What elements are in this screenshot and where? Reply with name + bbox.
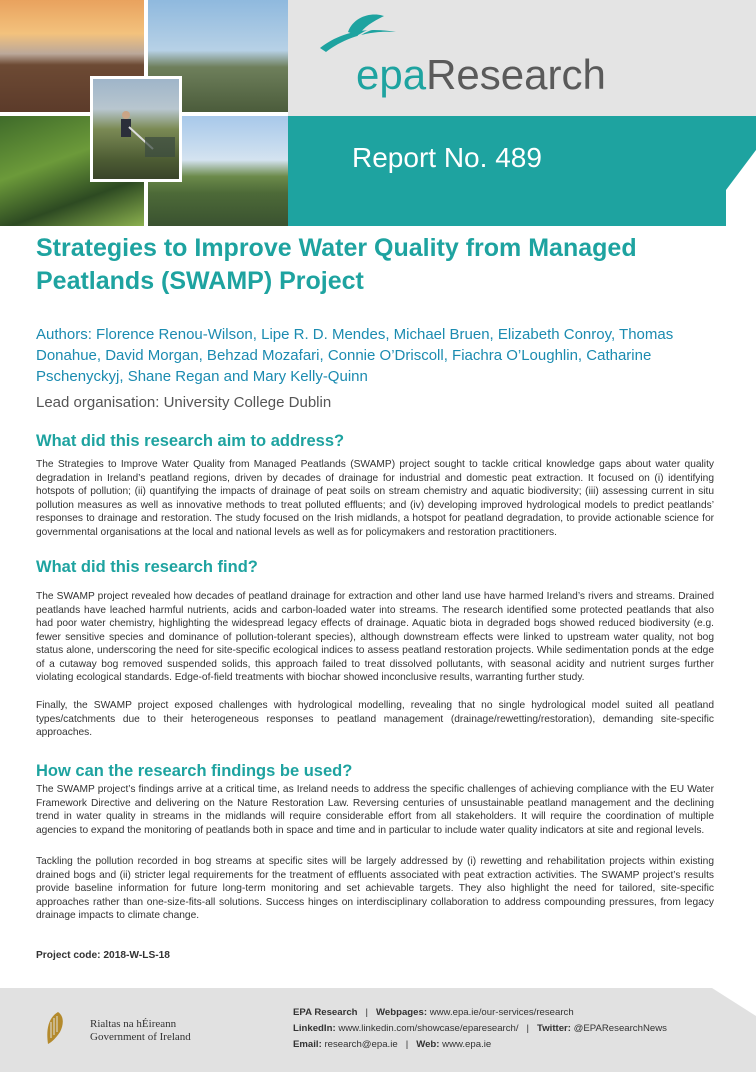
header-banner <box>0 0 756 226</box>
teal-corner-tab <box>726 0 756 226</box>
use-paragraph-2: Tackling the pollution recorded in bog streams at specific sites will be largely addressed by (i) rewetting and rehabilitation projects within existing drained bogs and (ii) stricter legal requirements for the treatment of effluents associated with peat extraction activities. The SWAMP project’s results provide baseline information for future long-term monitoring and set achievable targets. They also highlight the need for tailored, site-specific approaches rather than one-size-fits-all solutions. Success hinges on interdisciplinary collaboration to address compounding pressures, from legacy drainage impacts to climate change. <box>36 856 714 921</box>
report-label: Report No. <box>352 142 488 173</box>
report-value: 489 <box>495 142 542 173</box>
footer-epa-research: EPA Research <box>293 1007 358 1018</box>
webpages-link[interactable]: www.epa.ie/our-services/research <box>429 1007 574 1018</box>
web-link[interactable]: www.epa.ie <box>442 1039 492 1050</box>
twitter-link[interactable]: @EPAResearchNews <box>573 1023 667 1034</box>
heading-aim: What did this research aim to address? <box>36 432 345 450</box>
sampler-figure <box>93 79 179 179</box>
gov-irish-name: Rialtas na hÉireann <box>90 1018 177 1030</box>
footer-line-3: Email: research@epa.ie | Web: www.epa.ie <box>293 1039 492 1050</box>
brand-research: Research <box>426 51 606 98</box>
aim-paragraph: The Strategies to Improve Water Quality from Managed Peatlands (SWAMP) project sought to tackle critical knowledge gaps about water quality degradation in Ireland’s peatland regions, driven by decades of drainage for industrial and domestic peat extraction. It focused on (i) identifying hotspots of pollution; (ii) quantifying the impacts of drainage of peat soils on stream chemistry and aquatic biodiversity; (iii) assessing current in situ pollution measures as well as innovative methods to treat polluted effluents; and (iv) developing improved hydrological models to predict peatlands’ responses to drainage and restoration. The study focused on the Irish midlands, a hotspot for peatland degradation, to provide actionable science for governmental organisations at the local and national levels as well as for policymakers and restoration practitioners. <box>36 459 714 538</box>
photo-field-sampling <box>90 76 182 182</box>
authors: Authors: Florence Renou-Wilson, Lipe R. D. Mendes, Michael Bruen, Elizabeth Conroy, Thomas Donahue, David Morgan, Behzad Mozafari, Connie O’Driscoll, Fiachra O’Loughlin, Catharine Pschenyckyj, Shane Regan and Mary Kelly-Quinn <box>36 326 674 385</box>
heading-find: What did this research find? <box>36 558 258 576</box>
footer-line-1: EPA Research | Webpages: www.epa.ie/our-services/research <box>293 1007 574 1018</box>
footer-line-2: LinkedIn: www.linkedin.com/showcase/eparesearch/ | Twitter: @EPAResearchNews <box>293 1023 667 1034</box>
footer-corner-notch <box>712 988 756 1016</box>
linkedin-link[interactable]: www.linkedin.com/showcase/eparesearch/ <box>338 1023 519 1034</box>
footer <box>0 988 756 1072</box>
page-title: Strategies to Improve Water Quality from Managed Peatlands (SWAMP) Project <box>36 234 637 295</box>
epa-research-wordmark <box>356 48 606 102</box>
use-paragraph-1: The SWAMP project’s findings arrive at a critical time, as Ireland needs to address the specific challenges of achieving compliance with the EU Water Framework Directive and delivering on the Nature Restoration Law. Reversing centuries of unsustainable peatland management and the declining trend in water quality in streams in the midlands will require considerable effort from all stakeholders. It will require the coordination of multiple agencies to expand the monitoring of peatlands both in space and time and in particular to include water quality indicators at site and regional levels. <box>36 784 714 836</box>
report-number <box>352 138 542 178</box>
photo-collage <box>0 0 288 226</box>
gov-english-name: Government of Ireland <box>90 1031 191 1043</box>
project-code: Project code: 2018-W-LS-18 <box>36 950 170 961</box>
lead-organisation: Lead organisation: University College Dublin <box>36 394 332 411</box>
brand-epa: epa <box>356 51 427 98</box>
harp-icon <box>44 1010 66 1048</box>
email-link[interactable]: research@epa.ie <box>324 1039 398 1050</box>
find-paragraph-1: The SWAMP project revealed how decades of peatland drainage for extraction and other land use have harmed Ireland’s rivers and streams. Drained peatlands have leached harmful nutrients, acids and carbon-loaded water into streams. The research identified some protected peatlands that also had poor water chemistry, highlighting the widespread legacy effects of drainage. Aquatic biota in degraded bogs showed reduced biodiversity (e.g. fewer sensitive species and dominance of pollution-tolerant species), although downstream effects were linked to upstream water quality, not bog status alone, underscoring the need for site-specific ecological indices to assess peatland restoration projects. While sedimentation ponds at the edge of a cutaway bog removed suspended solids, this approach failed to treat dissolved pollutants, with seasonal acidity and nutrient surges further violating ecological standards. Edge-of-field treatments with biochar showed inconclusive results, warranting further study. <box>36 591 714 683</box>
find-paragraph-2: Finally, the SWAMP project exposed challenges with hydrological modelling, revealing that no single hydrological model suited all peatland types/catchments due to their heterogeneous responses to peatland management (drainage/rewetting/restoration), demanding site-specific approaches. <box>36 700 714 738</box>
heading-use: How can the research findings be used? <box>36 762 353 780</box>
